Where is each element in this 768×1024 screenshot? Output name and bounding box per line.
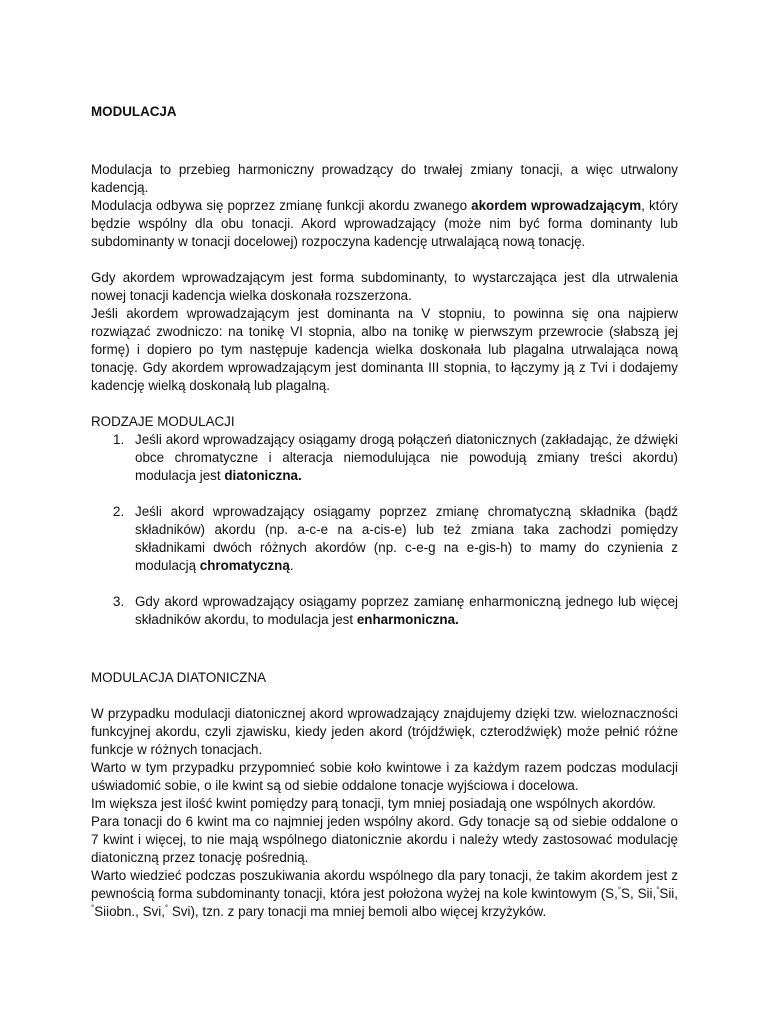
list-item-text: Jeśli akord wprowadzający osiągamy poprzez zmianę chromatyczną składnika (bądź składników) akordu (np. a-c-e na a-cis-e) lub też zmiana taka zachodzi pomiędzy składnikami dwóch różnych akordów (np. c-e-g na e-gis-h) to mamy do czynienia z modulacją xyxy=(135,504,678,573)
list-item-tail: . xyxy=(289,558,294,573)
document-body xyxy=(91,103,678,921)
intro-text-a: Modulacja odbywa się poprzez zmianę funkcji akordu zwanego xyxy=(91,198,472,213)
document-title: MODULACJA xyxy=(91,104,177,119)
p5-text-e: Svi), tzn. z pary tonacji ma mniej bemoli albo więcej krzyżyków. xyxy=(168,904,547,919)
list-item xyxy=(91,593,678,629)
diatonic-heading: MODULACJA DIATONICZNA xyxy=(91,670,267,685)
p5-text-a: Warto wiedzieć podczas poszukiwania akordu wspólnego dla pary tonacji, że takim akordem jest z pewnością forma subdominanty tonacji, która jest położona wyżej na kole kwintowym (S, xyxy=(91,868,678,901)
intro-paragraph-2 xyxy=(91,197,678,251)
intro-text-c: , który będzie wspólny dla obu tonacji. Akord wprowadzający (może nim być forma dominanty lub subdominanty w tonacji docelowej) rozpoczyna kadencję utrwalającą nową tonację. xyxy=(91,198,678,249)
p5-text-c: Sii, xyxy=(659,886,678,901)
list-number: 3. xyxy=(113,594,125,609)
degree-mark: ° xyxy=(617,885,622,895)
list-item xyxy=(91,503,678,575)
types-heading: RODZAJE MODULACJI xyxy=(91,414,235,429)
list-item-text: Gdy akord wprowadzający osiągamy poprzez zamianę enharmoniczną jednego lub więcej składników akordu, to modulacja jest xyxy=(135,594,678,627)
diatonic-paragraph-2: Warto w tym przypadku przypomnieć sobie koło kwintowe i za każdym razem podczas modulacji uświadomić sobie, o ile kwint są od siebie oddalone tonacje wyjściowa i docelowa. xyxy=(91,760,678,793)
list-item xyxy=(91,431,678,485)
list-item-text: Jeśli akord wprowadzający osiągamy drogą połączeń diatonicznych (zakładając, że dźwięki obce chromatyczne i alteracja niemodulująca nie powodują zmiany treści akordu) modulacja jest xyxy=(135,432,678,483)
degree-mark: ° xyxy=(164,903,169,913)
types-list xyxy=(91,431,678,629)
p5-text-b: S, Sii, xyxy=(621,886,657,901)
list-number: 2. xyxy=(113,504,125,519)
diatonic-paragraph-4: Para tonacji do 6 kwint ma co najmniej jeden wspólny akord. Gdy tonacje są od siebie oddalone o 7 kwint i więcej, to nie mają wspólnego diatonicznie akordu i należy wtedy zastosować modulację diatoniczną przez tonację pośrednią. xyxy=(91,814,678,865)
diatonic-paragraph-3: Im większa jest ilość kwint pomiędzy parą tonacji, tym mniej posiadają one wspólnych akordów. xyxy=(91,796,656,811)
degree-mark: ° xyxy=(656,885,660,895)
intro-paragraph-1: Modulacja to przebieg harmoniczny prowadzący do trwałej zmiany tonacji, a więc utrwalony kadencją. xyxy=(91,162,678,195)
subdominant-paragraph: Gdy akordem wprowadzającym jest forma subdominanty, to wystarczająca jest dla utrwalenia nowej tonacji kadencja wielka doskonała rozszerzona. xyxy=(91,270,678,303)
diatonic-paragraph-5 xyxy=(91,867,678,921)
p5-text-d: Siiobn., Svi, xyxy=(94,904,165,919)
list-item-bold: chromatyczną xyxy=(199,558,290,573)
degree-mark: ° xyxy=(91,903,95,913)
list-item-bold: diatoniczna. xyxy=(224,468,302,483)
list-number: 1. xyxy=(113,432,125,447)
list-item-bold: enharmoniczna. xyxy=(356,612,459,627)
diatonic-paragraph-1: W przypadku modulacji diatonicznej akord wprowadzający znajdujemy dzięki tzw. wieloznaczności funkcyjnej akordu, czyli zjawisku, kiedy jeden akord (trójdźwięk, czterodźwięk) może pełnić różne funkcje w różnych tonacjach. xyxy=(91,706,678,757)
dominant-paragraph: Jeśli akordem wprowadzającym jest dominanta na V stopniu, to powinna się ona najpierw rozwiązać zwodniczo: na tonikę VI stopnia, albo na tonikę w pierwszym przewrocie (słabszą jej formę) i dopiero po tym następuje kadencja wielka doskonała lub plagalna utrwalająca nową tonację. Gdy akordem wprowadzającym jest dominanta III stopnia, to łączymy ją z Tvi i dodajemy kadencję wielką doskonałą lub plagalną. xyxy=(91,306,678,393)
intro-term-bold: akordem wprowadzającym xyxy=(471,198,642,213)
